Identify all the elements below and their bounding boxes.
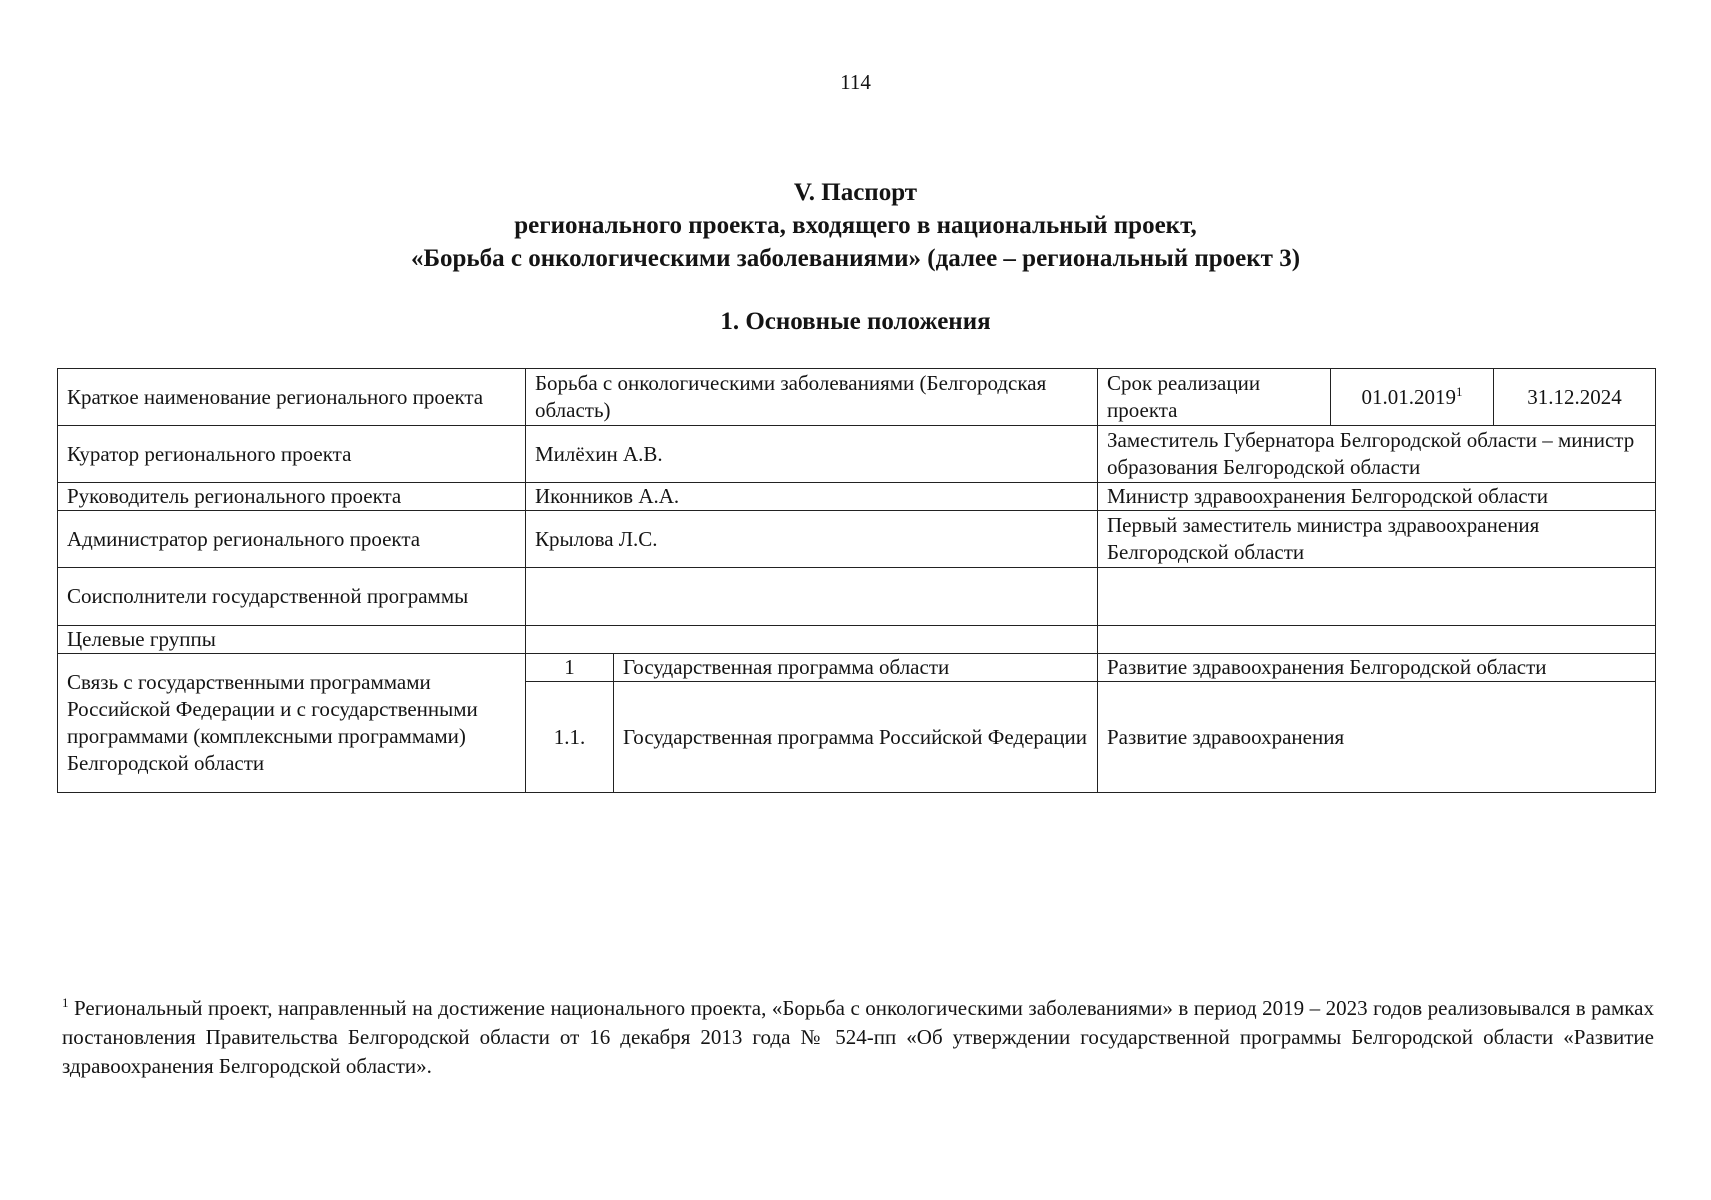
title-line-3: «Борьба с онкологическими заболеваниями» (далее – региональный проект 3)	[410, 245, 1301, 272]
link-number: 1	[526, 654, 614, 682]
link-program-name: Развитие здравоохранения	[1098, 682, 1656, 793]
footnote-text: Региональный проект, направленный на достижение национального проекта, «Борьба с онкологическими заболеваниями» в период 2019 – 2023 годов реализовывался в рамках постановления Правительства Белгородской области от 16 декабря 2013 года № 524-пп «Об утверждении государственной программы Белгородской области «Развитие здравоохранения Белгородской области».	[62, 996, 1654, 1078]
coexecutors-value	[526, 568, 1098, 626]
link-program-type: Государственная программа области	[614, 654, 1098, 682]
curator-name: Милёхин А.В.	[526, 426, 1098, 483]
table-row-curator	[58, 426, 1656, 483]
title-line-1: V. Паспорт	[793, 179, 918, 206]
admin-name: Крылова Л.С.	[526, 511, 1098, 568]
table-row-head	[58, 483, 1656, 511]
page-number: 114	[840, 70, 871, 94]
links-label: Связь с государственными программами Российской Федерации и с государственными программами (комплексными программами) Белгородской области	[58, 654, 526, 793]
title-line-2: регионального проекта, входящего в национальный проект,	[514, 212, 1197, 239]
footnote	[62, 994, 1654, 1081]
admin-label: Администратор регионального проекта	[58, 511, 526, 568]
admin-position: Первый заместитель министра здравоохранения Белгородской области	[1098, 511, 1656, 568]
curator-position: Заместитель Губернатора Белгородской области – министр образования Белгородской области	[1098, 426, 1656, 483]
link-program-name: Развитие здравоохранения Белгородской области	[1098, 654, 1656, 682]
head-label: Руководитель регионального проекта	[58, 483, 526, 511]
link-number: 1.1.	[526, 682, 614, 793]
table-row-link-1	[58, 654, 1656, 682]
period-start: 01.01.2019	[1361, 384, 1456, 409]
target-groups-label: Целевые группы	[58, 626, 526, 654]
target-groups-value	[526, 626, 1098, 654]
period-label: Срок реализации проекта	[1098, 369, 1331, 426]
short-name-label: Краткое наименование регионального проекта	[58, 369, 526, 426]
head-name: Иконников А.А.	[526, 483, 1098, 511]
coexecutors-label: Соисполнители государственной программы	[58, 568, 526, 626]
period-end: 31.12.2024	[1494, 369, 1656, 426]
period-start-cell	[1331, 369, 1494, 426]
section-heading: 1. Основные положения	[720, 308, 991, 335]
coexecutors-extra	[1098, 568, 1656, 626]
document-title	[0, 176, 1711, 275]
link-program-type: Государственная программа Российской Федерации	[614, 682, 1098, 793]
table-row-short-name	[58, 369, 1656, 426]
table-row-target-groups	[58, 626, 1656, 654]
curator-label: Куратор регионального проекта	[58, 426, 526, 483]
short-name-value: Борьба с онкологическими заболеваниями (Белгородская область)	[526, 369, 1098, 426]
table-row-admin	[58, 511, 1656, 568]
target-groups-extra	[1098, 626, 1656, 654]
footnote-marker: 1	[62, 995, 69, 1010]
footnote-ref: 1	[1456, 383, 1463, 399]
head-position: Министр здравоохранения Белгородской области	[1098, 483, 1656, 511]
table-row-coexecutors	[58, 568, 1656, 626]
passport-table	[57, 368, 1656, 793]
